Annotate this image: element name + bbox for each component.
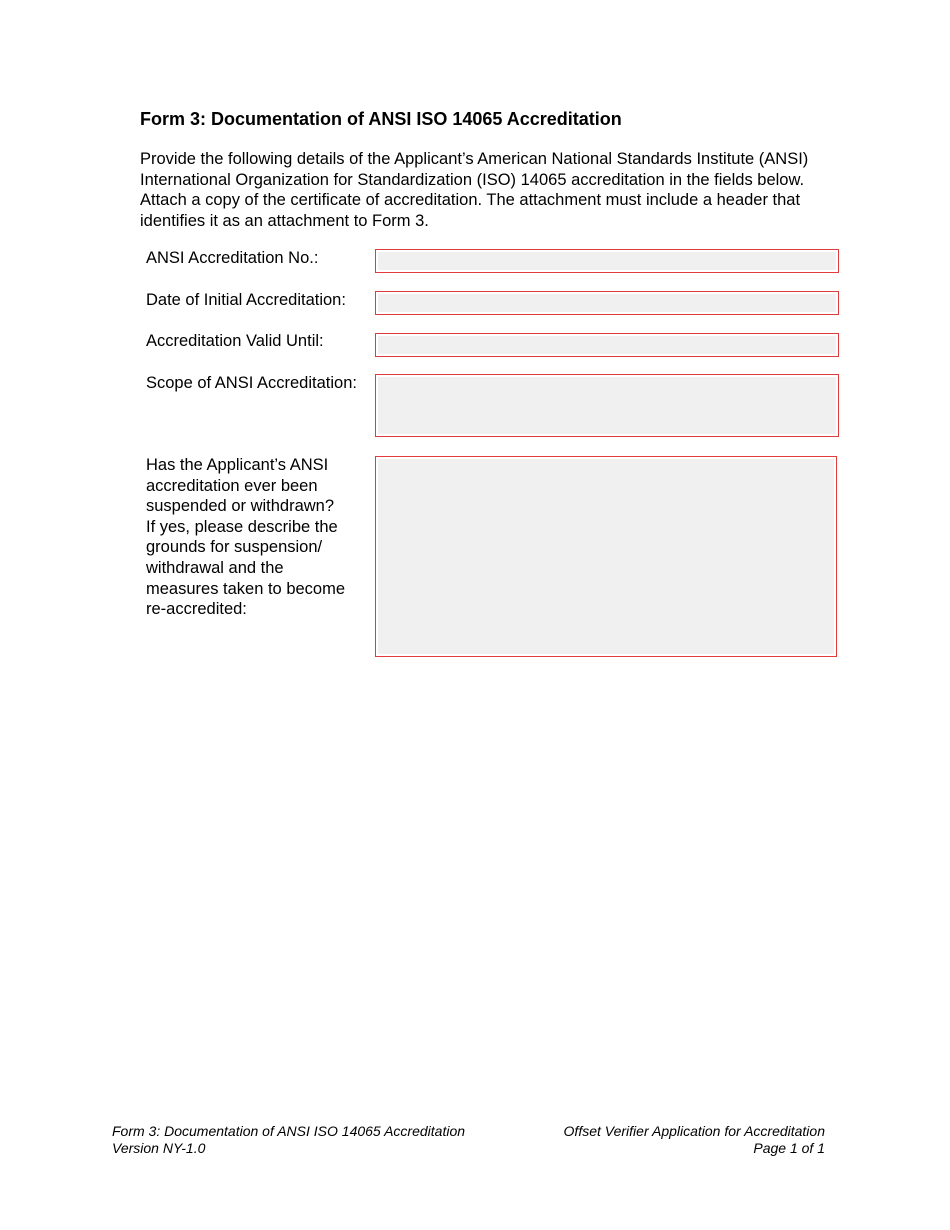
initial-date-field-box xyxy=(375,291,839,315)
suspension-label-line: withdrawal and the xyxy=(146,558,284,577)
suspension-label-line: If yes, please describe the xyxy=(146,517,338,536)
footer-version: Version NY-1.0 xyxy=(112,1139,206,1156)
scope-textarea[interactable] xyxy=(378,377,836,434)
accreditation-no-label: ANSI Accreditation No.: xyxy=(146,249,319,267)
footer-form-title: Form 3: Documentation of ANSI ISO 14065 Accreditation xyxy=(112,1123,466,1139)
suspension-label-line: accreditation ever been xyxy=(146,476,318,495)
suspension-label-line: re-accredited: xyxy=(146,600,247,619)
suspension-field-box xyxy=(375,456,837,657)
footer-left xyxy=(112,1123,465,1156)
intro-line: International Organization for Standardization (ISO) 14065 accreditation in the fields below. xyxy=(140,170,805,189)
intro-line: identifies it as an attachment to Form 3. xyxy=(140,211,429,230)
valid-until-label: Accreditation Valid Until: xyxy=(146,332,324,350)
footer-application-title: Offset Verifier Application for Accreditation xyxy=(563,1123,825,1139)
valid-until-field-box xyxy=(375,333,839,357)
accreditation-no-input[interactable] xyxy=(378,252,836,270)
suspension-label xyxy=(146,455,345,620)
intro-paragraph xyxy=(140,149,845,231)
suspension-label-line: Has the Applicant’s ANSI xyxy=(146,456,329,474)
suspension-label-line: grounds for suspension/ xyxy=(146,538,323,557)
accreditation-no-field-box xyxy=(375,249,839,273)
valid-until-input[interactable] xyxy=(378,336,836,354)
form-title: Form 3: Documentation of ANSI ISO 14065 Accreditation xyxy=(140,109,622,129)
intro-line: Provide the following details of the Applicant’s American National Standards Institute (ANSI) xyxy=(140,150,809,168)
initial-date-label: Date of Initial Accreditation: xyxy=(146,291,346,309)
initial-date-input[interactable] xyxy=(378,294,836,312)
intro-line: Attach a copy of the certificate of accreditation. The attachment must include a header that xyxy=(140,191,801,210)
footer-right xyxy=(564,1123,825,1156)
scope-label: Scope of ANSI Accreditation: xyxy=(146,374,357,392)
suspension-label-line: measures taken to become xyxy=(146,579,346,598)
footer-page-number: Page 1 of 1 xyxy=(753,1139,825,1156)
suspension-textarea[interactable] xyxy=(378,459,834,654)
scope-field-box xyxy=(375,374,839,437)
suspension-label-line: suspended or withdrawn? xyxy=(146,497,335,516)
